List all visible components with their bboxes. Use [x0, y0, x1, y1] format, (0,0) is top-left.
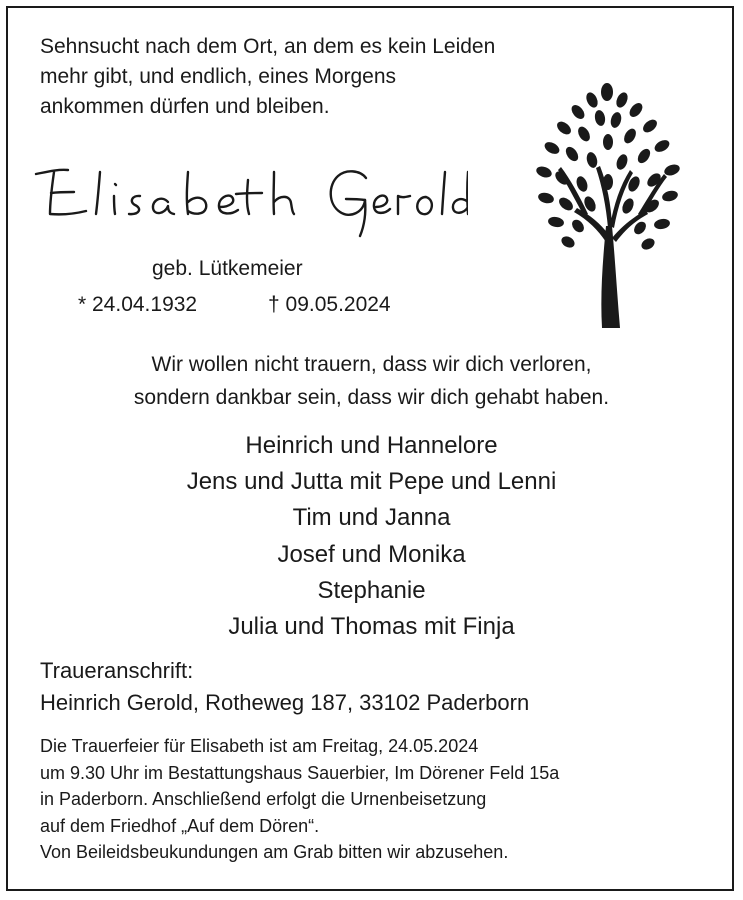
address-label: Traueranschrift: — [40, 658, 194, 683]
ceremony-line: Von Beileidsbeukundungen am Grab bitten wir abzusehen. — [40, 842, 509, 862]
family-line: Julia und Thomas mit Finja — [228, 613, 515, 640]
quote-line: sondern dankbar sein, dass wir dich gehabt haben. — [133, 386, 610, 409]
family-line: Tim und Janna — [292, 504, 451, 531]
ceremony-line: Die Trauerfeier für Elisabeth ist am Freitag, 24.05.2024 — [40, 736, 479, 756]
ceremony-line: in Paderborn. Anschließend erfolgt die Urnenbeisetzung — [40, 789, 487, 809]
death-date: † 09.05.2024 — [268, 293, 391, 316]
motto-line: ankommen dürfen und bleiben. — [40, 95, 330, 118]
family-line: Heinrich und Hannelore — [245, 432, 498, 459]
motto-line: mehr gibt, und endlich, eines Morgens — [40, 65, 397, 88]
family-group-2 — [0, 537, 743, 645]
motto-line: Sehnsucht nach dem Ort, an dem es kein Leiden — [40, 35, 496, 58]
birth-date: * 24.04.1932 — [78, 293, 198, 316]
family-group-1 — [0, 428, 743, 536]
ceremony-details — [40, 733, 559, 866]
mourning-address — [40, 655, 529, 719]
birth-name: geb. Lütkemeier — [152, 257, 303, 280]
family-line: Stephanie — [317, 577, 426, 604]
ceremony-line: auf dem Friedhof „Auf dem Dören“. — [40, 815, 320, 836]
quote-line: Wir wollen nicht trauern, dass wir dich verloren, — [151, 353, 592, 376]
motto-text — [40, 32, 495, 122]
tree-icon — [522, 78, 692, 328]
family-line: Jens und Jutta mit Pepe und Lenni — [186, 468, 557, 495]
memorial-quote — [0, 348, 743, 414]
family-line: Josef und Monika — [277, 541, 466, 568]
name-signature — [28, 152, 468, 242]
address-text: Heinrich Gerold, Rotheweg 187, 33102 Paderborn — [40, 690, 530, 715]
ceremony-line: um 9.30 Uhr im Bestattungshaus Sauerbier, Im Dörener Feld 15a — [40, 762, 560, 783]
